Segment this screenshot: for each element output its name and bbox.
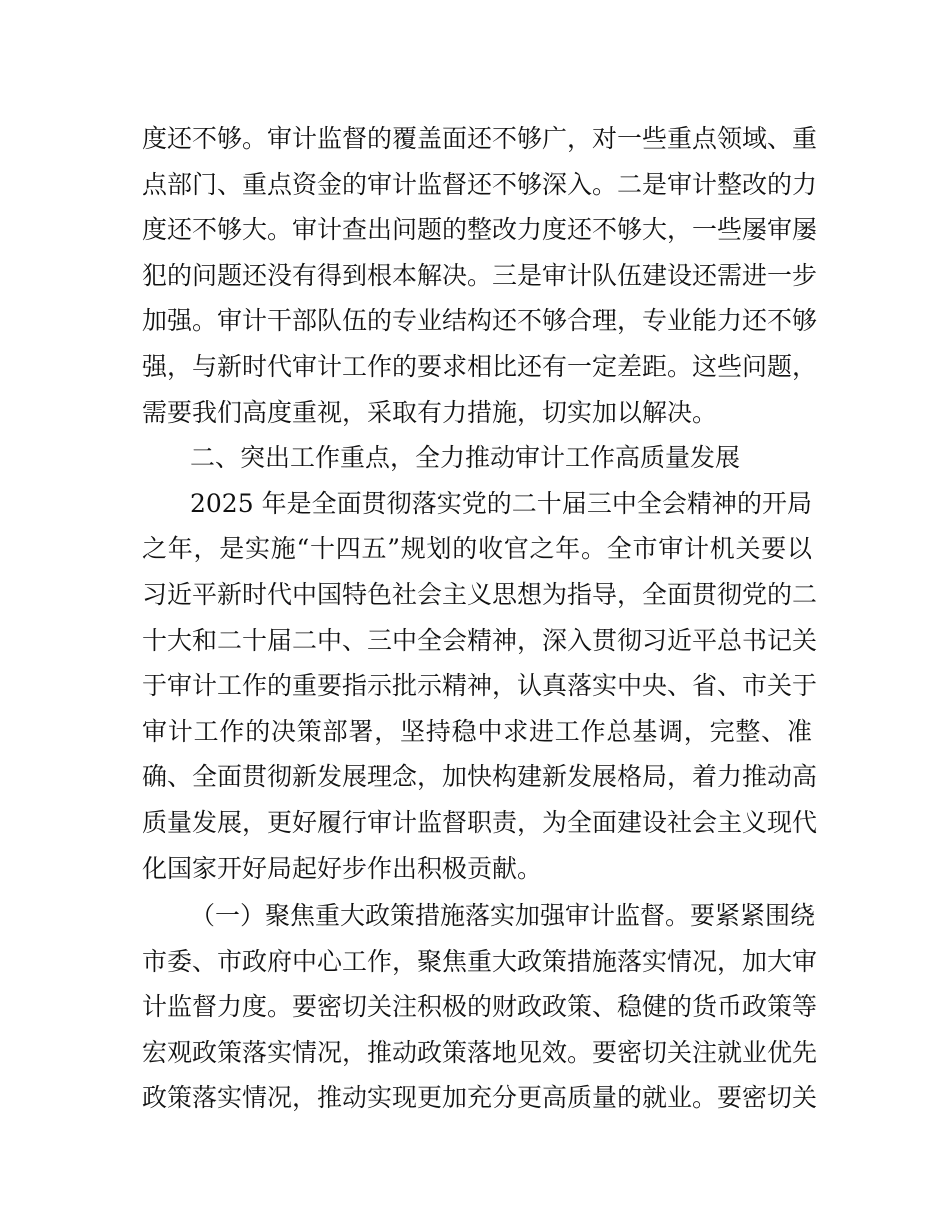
text-line: 习近平新时代中国特色社会主义思想为指导，全面贯彻党的二 <box>142 579 818 609</box>
text-line: 2025 年是全面贯彻落实党的二十届三中全会精神的开局 <box>190 488 812 518</box>
text-line: 于审计工作的重要指示批示精神，认真落实中央、省、市关于 <box>142 671 818 701</box>
text-line: 质量发展，更好履行审计监督职责，为全面建设社会主义现代 <box>142 807 818 837</box>
text-line: 需要我们高度重视，采取有力措施，切实加以解决。 <box>142 397 718 427</box>
text-line: 度还不够。审计监督的覆盖面还不够广，对一些重点领域、重 <box>142 124 818 153</box>
text-line: 宏观政策落实情况，推动政策落地见效。要密切关注就业优先 <box>142 1037 818 1067</box>
text-line: 政策落实情况，推动实现更加充分更高质量的就业。要密切关 <box>142 1083 818 1113</box>
heading-line: 二、突出工作重点，全力推动审计工作高质量发展 <box>190 443 741 473</box>
document-page <box>142 116 818 1121</box>
paragraph-2025-goals <box>142 481 818 891</box>
section-heading <box>142 435 812 481</box>
text-line: 犯的问题还没有得到根本解决。三是审计队伍建设还需进一步 <box>142 260 818 290</box>
paragraph-policy-audit <box>142 893 818 1121</box>
text-line: 十大和二十届二中、三中全会精神，深入贯彻习近平总书记关 <box>142 625 818 655</box>
text-line: 加强。审计干部队伍的专业结构还不够合理，专业能力还不够 <box>142 306 818 336</box>
paragraph-problems <box>142 116 818 435</box>
text-line: 计监督力度。要密切关注积极的财政政策、稳健的货币政策等 <box>142 992 818 1022</box>
text-line: 审计工作的决策部署，坚持稳中求进工作总基调，完整、准 <box>142 716 812 746</box>
text-line: 度还不够大。审计查出问题的整改力度还不够大，一些屡审屡 <box>142 215 818 245</box>
text-line: 确、全面贯彻新发展理念，加快构建新发展格局，着力推动高 <box>142 762 818 792</box>
text-line: 点部门、重点资金的审计监督还不够深入。二是审计整改的力 <box>142 169 818 199</box>
text-line: （一）聚焦重大政策措施落实加强审计监督。要紧紧围绕 <box>190 901 816 931</box>
text-line: 化国家开好局起好步作出积极贡献。 <box>142 853 543 883</box>
text-line: 之年，是实施“十四五”规划的收官之年。全市审计机关要以 <box>142 534 812 564</box>
text-line: 强，与新时代审计工作的要求相比还有一定差距。这些问题， <box>142 351 818 381</box>
text-line: 市委、市政府中心工作，聚焦重大政策措施落实情况，加大审 <box>142 946 818 976</box>
